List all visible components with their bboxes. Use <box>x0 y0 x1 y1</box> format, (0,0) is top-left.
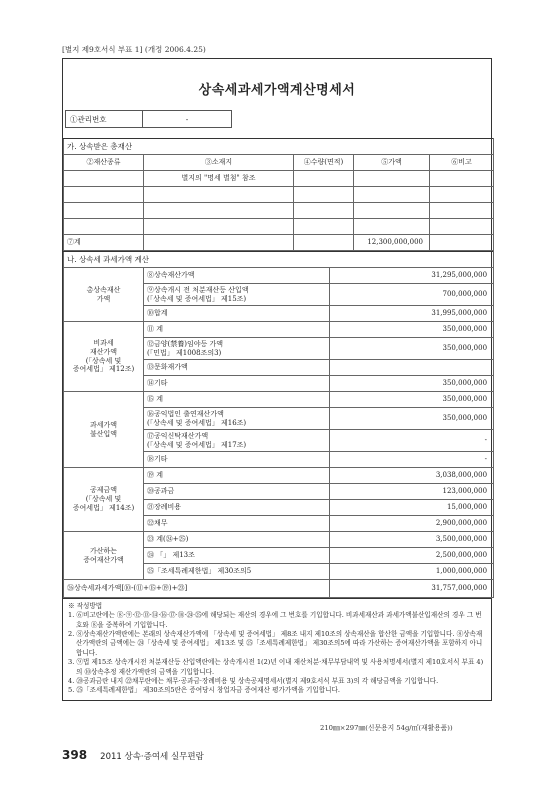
group-name: 비과세 재산가액 (「상속세 및 증여세법」 제12조) <box>64 322 144 392</box>
management-number-table <box>65 110 491 128</box>
calc-item-label: ⑳공과금 <box>144 484 330 500</box>
calc-item-label: ㉑장례비용 <box>144 500 330 516</box>
calc-item-label: ⑮ 계 <box>144 392 330 408</box>
calc-item-label: ⑲ 계 <box>144 468 330 484</box>
taxable-value-calculation-table <box>63 251 494 598</box>
calc-row <box>64 268 494 284</box>
group-name: 과세가액 불산입액 <box>64 392 144 468</box>
col-amount: ⑤가액 <box>354 155 430 171</box>
calc-row <box>64 532 494 548</box>
calc-row <box>64 392 494 408</box>
calc-item-label: ⑯공익법인 출연재산가액 (「상속세 및 증여세법」 제16조) <box>144 408 330 430</box>
section-b-label: 나. 상속세 과세가액 계산 <box>64 252 494 268</box>
calc-item-value: 3,500,000,000 <box>330 532 494 548</box>
calc-item-label: ⑩합계 <box>144 306 330 322</box>
instructions-heading: ※ 작성방법 <box>68 602 103 610</box>
calc-item-value: 350,000,000 <box>330 322 494 338</box>
calc-item-label: ㉓ 계(㉔+㉕) <box>144 532 330 548</box>
calc-item-label: ⑱기타 <box>144 452 330 468</box>
page-footer <box>62 744 204 763</box>
calc-item-value: 350,000,000 <box>330 338 494 360</box>
statement-form <box>62 58 492 701</box>
calc-item-label: ⑨상속개시 전 처분재산등 산입액 (「상속세 및 증여세법」 제15조) <box>144 284 330 306</box>
management-number-label: ①관리번호 <box>66 111 143 128</box>
form-title: 상속세과세가액계산명세서 <box>198 83 356 98</box>
group-name: 공제금액 (「상속세 및 증여세법」 제14조) <box>64 468 144 532</box>
col-location: ③소재지 <box>144 155 294 171</box>
calc-item-value: - <box>330 430 494 452</box>
page-number: 398 <box>62 748 88 762</box>
calc-item-label: ㉔ 「」 제13조 <box>144 548 330 564</box>
calc-item-value: 31,995,000,000 <box>330 306 494 322</box>
final-taxable-value: 31,757,000,000 <box>330 580 494 598</box>
calc-row <box>64 468 494 484</box>
total-value: 12,300,000,000 <box>354 235 430 251</box>
calc-item-value: - <box>330 452 494 468</box>
calc-item-value: 1,000,000,000 <box>330 564 494 580</box>
total-label: ⑦계 <box>64 235 144 251</box>
instruction-item: 3. ⑨법 제15조 상속개시전 처분재산등 산입액란에는 상속개시전 1(2)년 이내 재산처분·채무부담내역 및 사용처명세서(별지 제10호서식 부표 4)의 ⑩상속추정 재산가액란의 금액을 기입합니다. <box>68 658 484 676</box>
calc-item-value: 123,000,000 <box>330 484 494 500</box>
calc-item-value: 3,038,000,000 <box>330 468 494 484</box>
calc-item-value: 700,000,000 <box>330 284 494 306</box>
calc-item-value: 31,295,000,000 <box>330 268 494 284</box>
col-quantity: ④수량(면적) <box>294 155 354 171</box>
calc-item-label: ⑧상속재산가액 <box>144 268 330 284</box>
calc-item-value: 350,000,000 <box>330 392 494 408</box>
inherited-property-table <box>63 138 494 251</box>
paper-size-note: 210㎜×297㎜(신문용지 54g/㎡(재활용품)) <box>320 724 453 732</box>
calc-item-label: ⑫금양(禁養)임야등 가액 (「민법」 제1008조의3) <box>144 338 330 360</box>
calc-item-label: ⑪ 계 <box>144 322 330 338</box>
instruction-item: 2. ⑧상속재산가액란에는 본래의 상속재산가액에 「상속세 및 증여세법」 제8조 내지 제10조의 상속재산을 합산한 금액을 기입합니다. ⑧상속재산가액란의 금액에는 ㉔「상속세 및 증여세법」 제13조 및 ㉕「조세특례제한법」 제30조의5에 따라 가산하는 증여재산가액을 포함하지 아니합니다. <box>68 630 483 657</box>
instruction-item: 1. ⑥비고란에는 ⑧·⑨·⑫·⑬·⑭·⑯·⑰·⑱·㉔·㉕에 해당되는 재산의 경우에 그 번호를 기입합니다. 비과세재산과 과세가액불산입재산의 경우 그 번호와 ⑧을 중복하여 기입합니다. <box>68 611 482 629</box>
group-name: 총상속재산 가액 <box>64 268 144 322</box>
calc-row-final <box>64 580 494 598</box>
instruction-item: 4. ⑳공과금란 내지 ㉒채무란에는 채무·공과금·장례비용 및 상속공제명세서(별지 제9호서식 부표 3)의 각 해당금액을 기입합니다. <box>68 676 439 685</box>
instructions <box>63 598 491 700</box>
calc-item-label: ⑰공익신탁재산가액 (「상속세 및 증여세법」 제17조) <box>144 430 330 452</box>
final-taxable-label: ㉖상속세과세가액[⑩-(⑪+⑮+⑲)+㉓] <box>64 580 330 598</box>
calc-item-label: ⑭기타 <box>144 376 330 392</box>
calc-item-label: ⑬문화재가액 <box>144 360 330 376</box>
book-title: 2011 상속·증여세 실무편람 <box>100 752 204 762</box>
col-remarks: ⑥비고 <box>430 155 494 171</box>
management-number-value: - <box>143 111 232 128</box>
calc-item-value: 2,900,000,000 <box>330 516 494 532</box>
calc-item-value <box>330 360 494 376</box>
instruction-item: 5. ㉕「조세특례제한법」 제30조의5란은 증여당시 창업자금 증여재산 평가가액을 기입합니다. <box>68 686 340 695</box>
calc-item-value: 350,000,000 <box>330 408 494 430</box>
calc-item-value: 2,500,000,000 <box>330 548 494 564</box>
section-a-label: 가. 상속받은 총재산 <box>64 139 494 155</box>
col-property-type: ②재산종류 <box>64 155 144 171</box>
calc-item-label: ㉒채무 <box>144 516 330 532</box>
calc-item-value: 15,000,000 <box>330 500 494 516</box>
group-name: 가산하는 증여재산가액 <box>64 532 144 580</box>
calc-item-label: ㉕「조세특례제한법」 제30조의5 <box>144 564 330 580</box>
calc-row <box>64 322 494 338</box>
calc-item-value: 350,000,000 <box>330 376 494 392</box>
form-reference: [별지 제9호서식 부표 1] (개정 2006.4.25) <box>62 45 206 54</box>
detail-note: 별지의 "명세 별첨" 참조 <box>144 171 294 187</box>
